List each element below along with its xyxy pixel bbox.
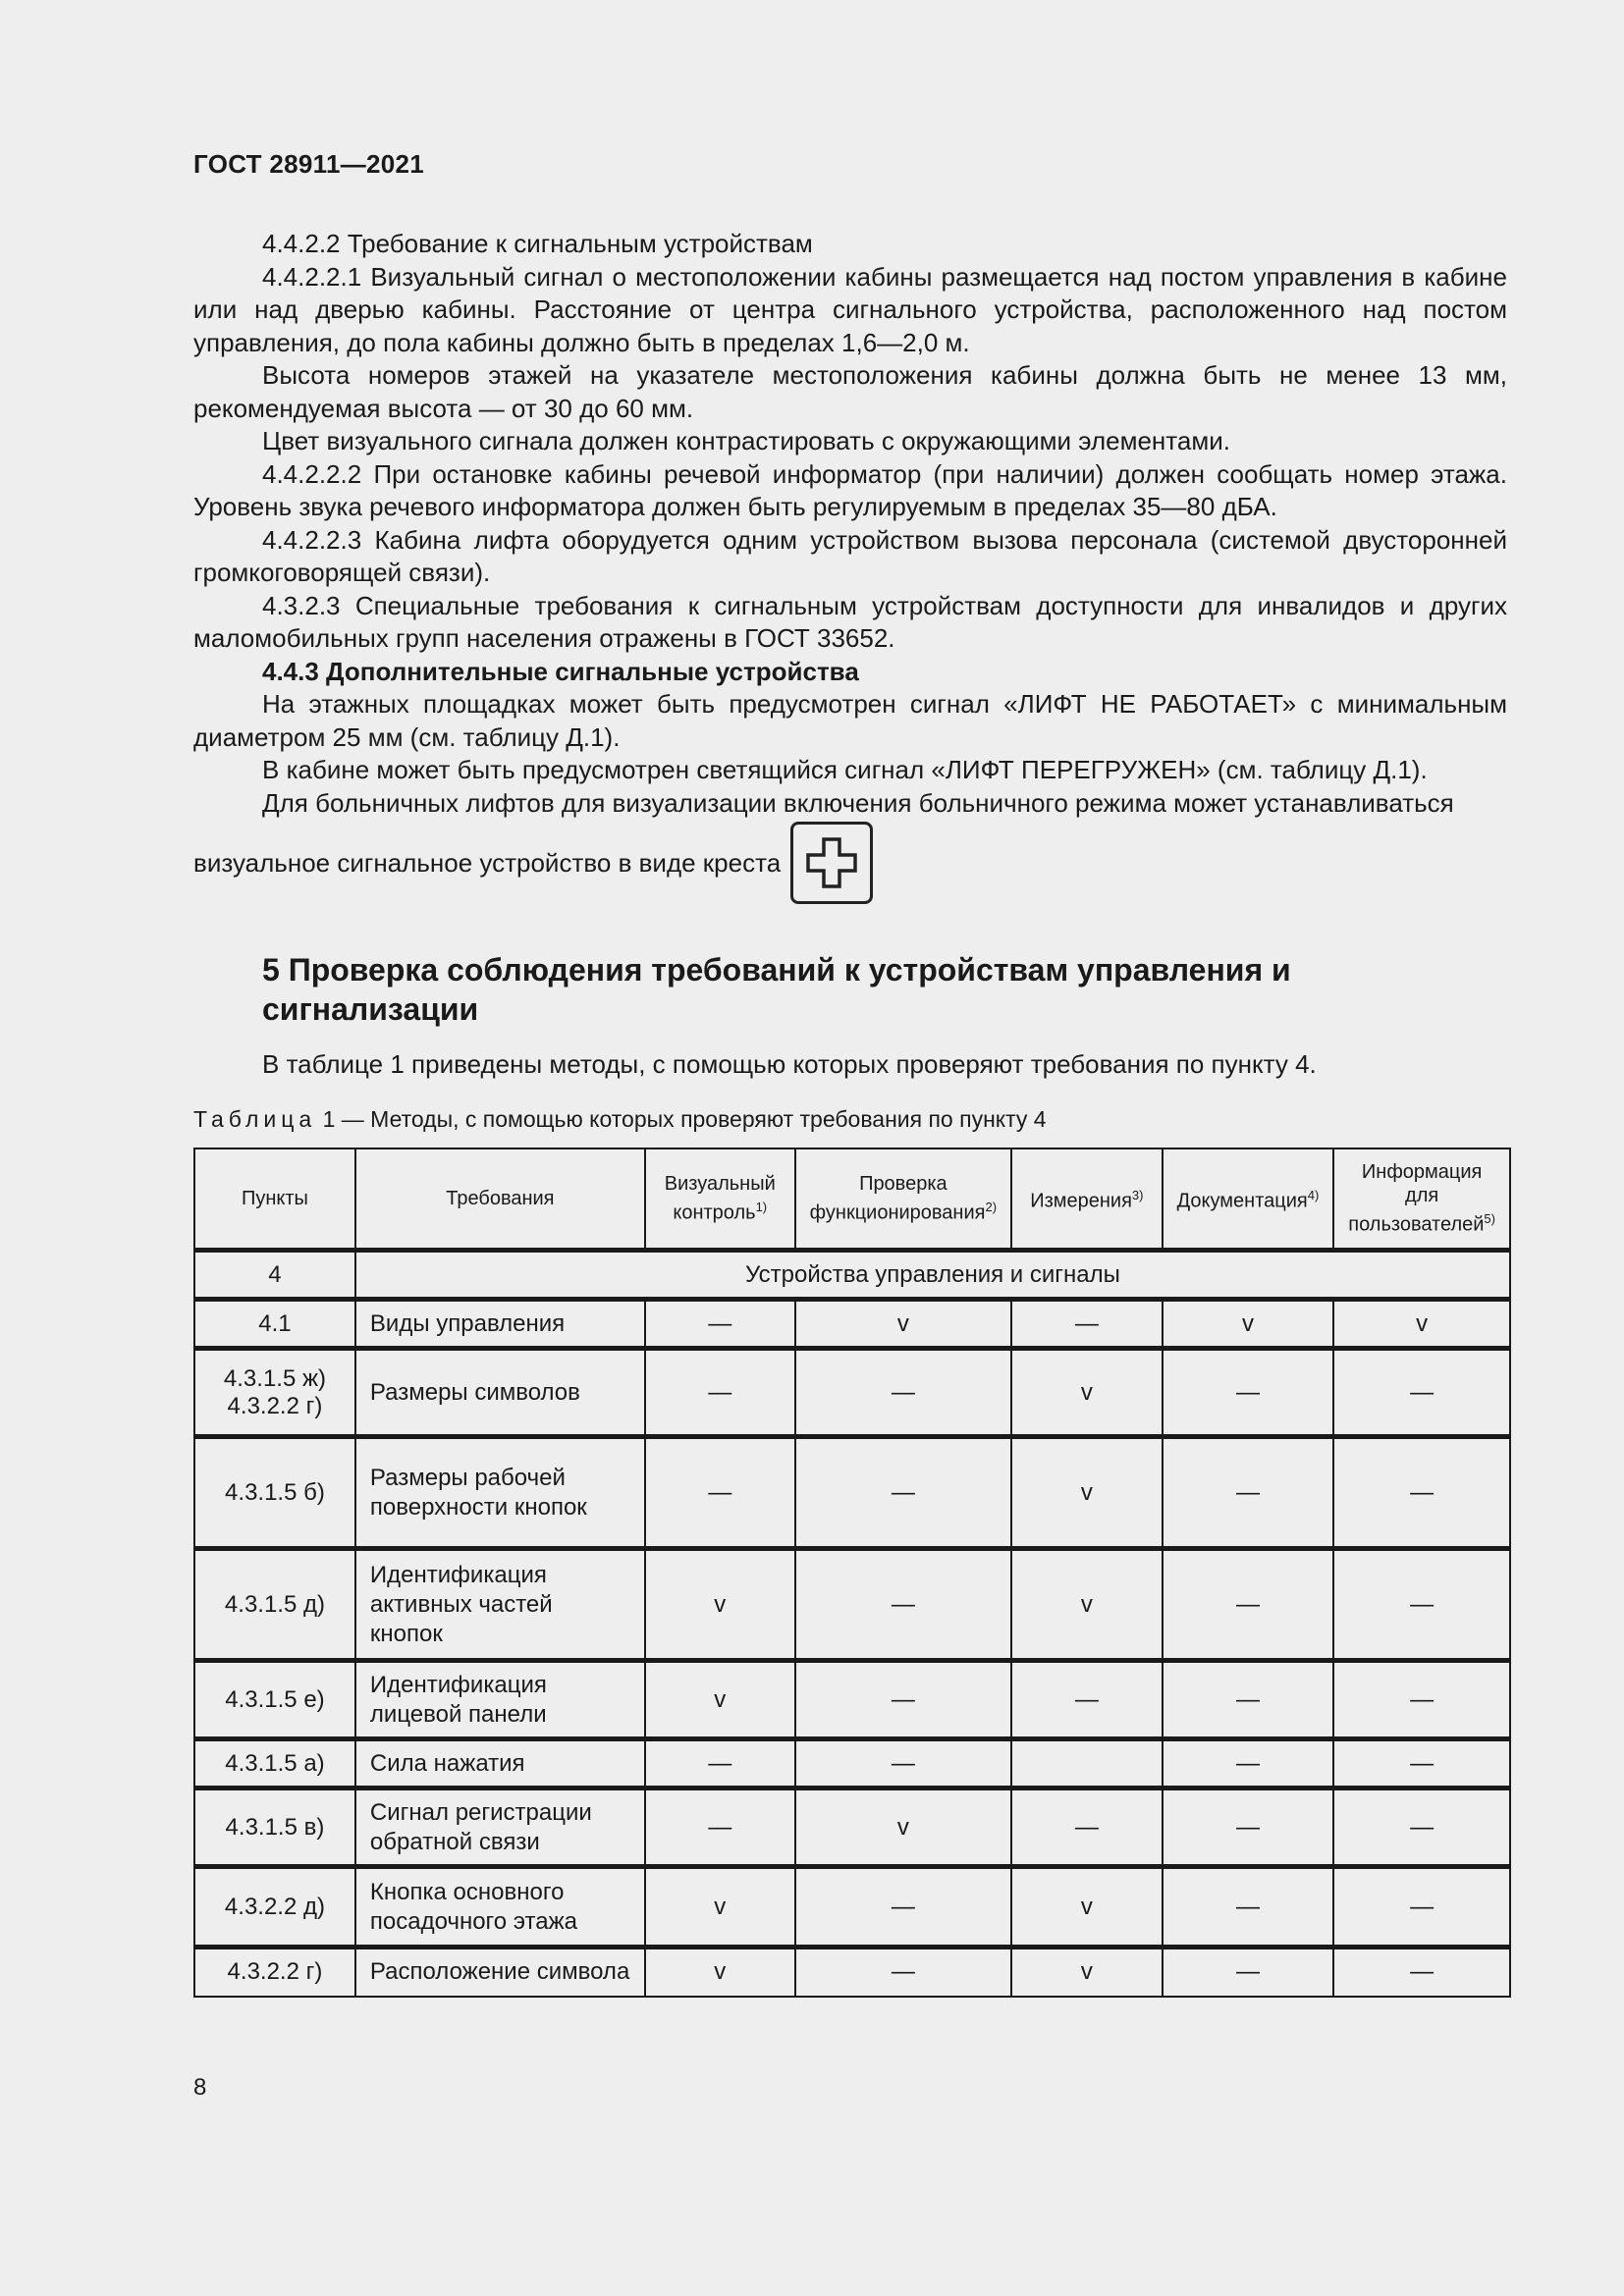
cross-icon-svg bbox=[802, 833, 861, 892]
row-documentation: — bbox=[1163, 1661, 1334, 1739]
row-requirement: Сигнал регистрации обратной связи bbox=[355, 1789, 645, 1867]
row-measurement bbox=[1011, 1739, 1163, 1789]
cross-signal-text: визуальное сигнальное устройство в виде креста bbox=[193, 847, 782, 878]
table-row bbox=[194, 1549, 1510, 1661]
row-measurement: v bbox=[1011, 1867, 1163, 1948]
row-documentation: — bbox=[1163, 1349, 1334, 1437]
body-text bbox=[193, 228, 1507, 820]
row-requirement: Размеры рабочей поверхности кнопок bbox=[355, 1437, 645, 1549]
row-functional: — bbox=[795, 1349, 1011, 1437]
paragraph: 4.3.2.3 Специальные требования к сигнальным устройствам доступности для инвалидов и других маломобильных групп населения отражены в ГОСТ 33652. bbox=[193, 590, 1507, 653]
row-documentation: — bbox=[1163, 1437, 1334, 1549]
row-visual: v bbox=[645, 1549, 795, 1661]
paragraph: 4.4.2.2.1 Визуальный сигнал о местоположении кабины размещается над постом управления в кабине или над дверью кабины. Расстояние от центра сигнального устройства, расположенного над постом управления, до пола кабины должно быть в пределах 1,6—2,0 м. bbox=[193, 261, 1507, 357]
paragraph: Цвет визуального сигнала должен контрастировать с окружающими элементами. bbox=[262, 426, 1230, 455]
row-visual: — bbox=[645, 1437, 795, 1549]
row-functional: — bbox=[795, 1739, 1011, 1789]
row-functional: — bbox=[795, 1948, 1011, 1997]
table-row bbox=[194, 1300, 1510, 1349]
section-intro: В таблице 1 приведены методы, с помощью которых проверяют требования по пункту 4. bbox=[262, 1049, 1317, 1079]
table-row bbox=[194, 1789, 1510, 1867]
row-requirement: Кнопка основного посадочного этажа bbox=[355, 1867, 645, 1948]
header-functional: Проверка функционирования$^{2)}$ bbox=[795, 1148, 1011, 1251]
paragraph: 4.4.2.2.3 Кабина лифта оборудуется одним устройством вызова персонала (системой двусторонней громкоговорящей связи). bbox=[193, 524, 1507, 587]
row-point: 4.3.1.5 е) bbox=[194, 1661, 355, 1739]
row-visual: — bbox=[645, 1349, 795, 1437]
row-user-info: v bbox=[1333, 1300, 1510, 1349]
row-documentation: — bbox=[1163, 1549, 1334, 1661]
row-measurement: v bbox=[1011, 1948, 1163, 1997]
page-number: 8 bbox=[193, 2074, 207, 2101]
paragraph: Для больничных лифтов для визуализации включения больничного режима может устанавливаться bbox=[262, 787, 1454, 818]
table-row bbox=[194, 1739, 1510, 1789]
row-measurement: v bbox=[1011, 1437, 1163, 1549]
group-point: 4 bbox=[194, 1251, 355, 1300]
row-visual: — bbox=[645, 1300, 795, 1349]
document-header: ГОСТ 28911—2021 bbox=[193, 149, 425, 179]
row-user-info: — bbox=[1333, 1867, 1510, 1948]
cross-signal-line bbox=[193, 822, 873, 904]
row-measurement: — bbox=[1011, 1661, 1163, 1739]
row-point: 4.3.1.5 в) bbox=[194, 1789, 355, 1867]
methods-table bbox=[193, 1148, 1511, 1998]
row-documentation: — bbox=[1163, 1739, 1334, 1789]
paragraph: 4.4.2.2 Требование к сигнальным устройствам bbox=[262, 229, 813, 258]
row-user-info: — bbox=[1333, 1549, 1510, 1661]
header-visual: Визуальный контроль$^{1)}$ bbox=[645, 1148, 795, 1251]
table-caption bbox=[193, 1106, 1047, 1133]
row-visual: — bbox=[645, 1789, 795, 1867]
row-user-info: — bbox=[1333, 1948, 1510, 1997]
row-visual: — bbox=[645, 1739, 795, 1789]
header-points: Пункты bbox=[194, 1148, 355, 1251]
row-functional: v bbox=[795, 1300, 1011, 1349]
row-measurement: v bbox=[1011, 1349, 1163, 1437]
header-documentation: Документация$^{4)}$ bbox=[1163, 1148, 1334, 1251]
group-title: Устройства управления и сигналы bbox=[355, 1251, 1510, 1300]
row-point: 4.1 bbox=[194, 1300, 355, 1349]
row-point: 4.3.1.5 а) bbox=[194, 1739, 355, 1789]
paragraph: В кабине может быть предусмотрен светящийся сигнал «ЛИФТ ПЕРЕГРУЖЕН» (см. таблицу Д.1). bbox=[262, 755, 1428, 784]
row-point: 4.3.1.5 д) bbox=[194, 1549, 355, 1661]
row-documentation: — bbox=[1163, 1789, 1334, 1867]
table-row bbox=[194, 1948, 1510, 1997]
row-documentation: — bbox=[1163, 1867, 1334, 1948]
row-user-info: — bbox=[1333, 1437, 1510, 1549]
table-row bbox=[194, 1867, 1510, 1948]
row-functional: — bbox=[795, 1549, 1011, 1661]
row-functional: — bbox=[795, 1867, 1011, 1948]
group-row bbox=[194, 1251, 1510, 1300]
table-row bbox=[194, 1349, 1510, 1437]
row-point: 4.3.2.2 д) bbox=[194, 1867, 355, 1948]
header-measurement: Измерения$^{3)}$ bbox=[1011, 1148, 1163, 1251]
row-visual: v bbox=[645, 1661, 795, 1739]
row-user-info: — bbox=[1333, 1789, 1510, 1867]
row-functional: v bbox=[795, 1789, 1011, 1867]
cross-icon bbox=[790, 822, 873, 904]
row-functional: — bbox=[795, 1661, 1011, 1739]
table-row bbox=[194, 1437, 1510, 1549]
paragraph: На этажных площадках может быть предусмотрен сигнал «ЛИФТ НЕ РАБОТАЕТ» с минимальным диаметром 25 мм (см. таблицу Д.1). bbox=[193, 689, 1507, 752]
row-functional: — bbox=[795, 1437, 1011, 1549]
table-row bbox=[194, 1661, 1510, 1739]
paragraph: 4.4.2.2.2 При остановке кабины речевой информатор (при наличии) должен сообщать номер этажа. Уровень звука речевого информатора должен быть регулируемым в пределах 35—80 дБА. bbox=[193, 458, 1507, 521]
paragraph: Высота номеров этажей на указателе местоположения кабины должна быть не менее 13 мм, рекомендуемая высота — от 30 до 60 мм. bbox=[193, 360, 1507, 423]
row-documentation: v bbox=[1163, 1300, 1334, 1349]
row-visual: v bbox=[645, 1867, 795, 1948]
row-measurement: — bbox=[1011, 1789, 1163, 1867]
section-title: 5 Проверка соблюдения требований к устройствам управления и сигнализации bbox=[262, 952, 1291, 1027]
row-documentation: — bbox=[1163, 1948, 1334, 1997]
row-user-info: — bbox=[1333, 1349, 1510, 1437]
table-caption-text: 1 — Методы, с помощью которых проверяют требования по пункту 4 bbox=[316, 1106, 1047, 1132]
row-point: 4.3.1.5 б) bbox=[194, 1437, 355, 1549]
subsection-heading: 4.4.3 Дополнительные сигнальные устройства bbox=[262, 656, 859, 686]
header-requirements: Требования bbox=[355, 1148, 645, 1251]
row-measurement: v bbox=[1011, 1549, 1163, 1661]
row-visual: v bbox=[645, 1948, 795, 1997]
row-requirement: Сила нажатия bbox=[355, 1739, 645, 1789]
table-header-row bbox=[194, 1148, 1510, 1251]
row-user-info: — bbox=[1333, 1661, 1510, 1739]
row-requirement: Виды управления bbox=[355, 1300, 645, 1349]
row-point: 4.3.1.5 ж) 4.3.2.2 г) bbox=[194, 1349, 355, 1437]
row-requirement: Идентификация активных частей кнопок bbox=[355, 1549, 645, 1661]
table-caption-label: Таблица bbox=[193, 1106, 317, 1132]
row-user-info: — bbox=[1333, 1739, 1510, 1789]
row-measurement: — bbox=[1011, 1300, 1163, 1349]
row-requirement: Размеры символов bbox=[355, 1349, 645, 1437]
header-user-info: Информация для пользователей$^{5)}$ bbox=[1333, 1148, 1510, 1251]
row-point: 4.3.2.2 г) bbox=[194, 1948, 355, 1997]
row-requirement: Идентификация лицевой панели bbox=[355, 1661, 645, 1739]
row-requirement: Расположение символа bbox=[355, 1948, 645, 1997]
